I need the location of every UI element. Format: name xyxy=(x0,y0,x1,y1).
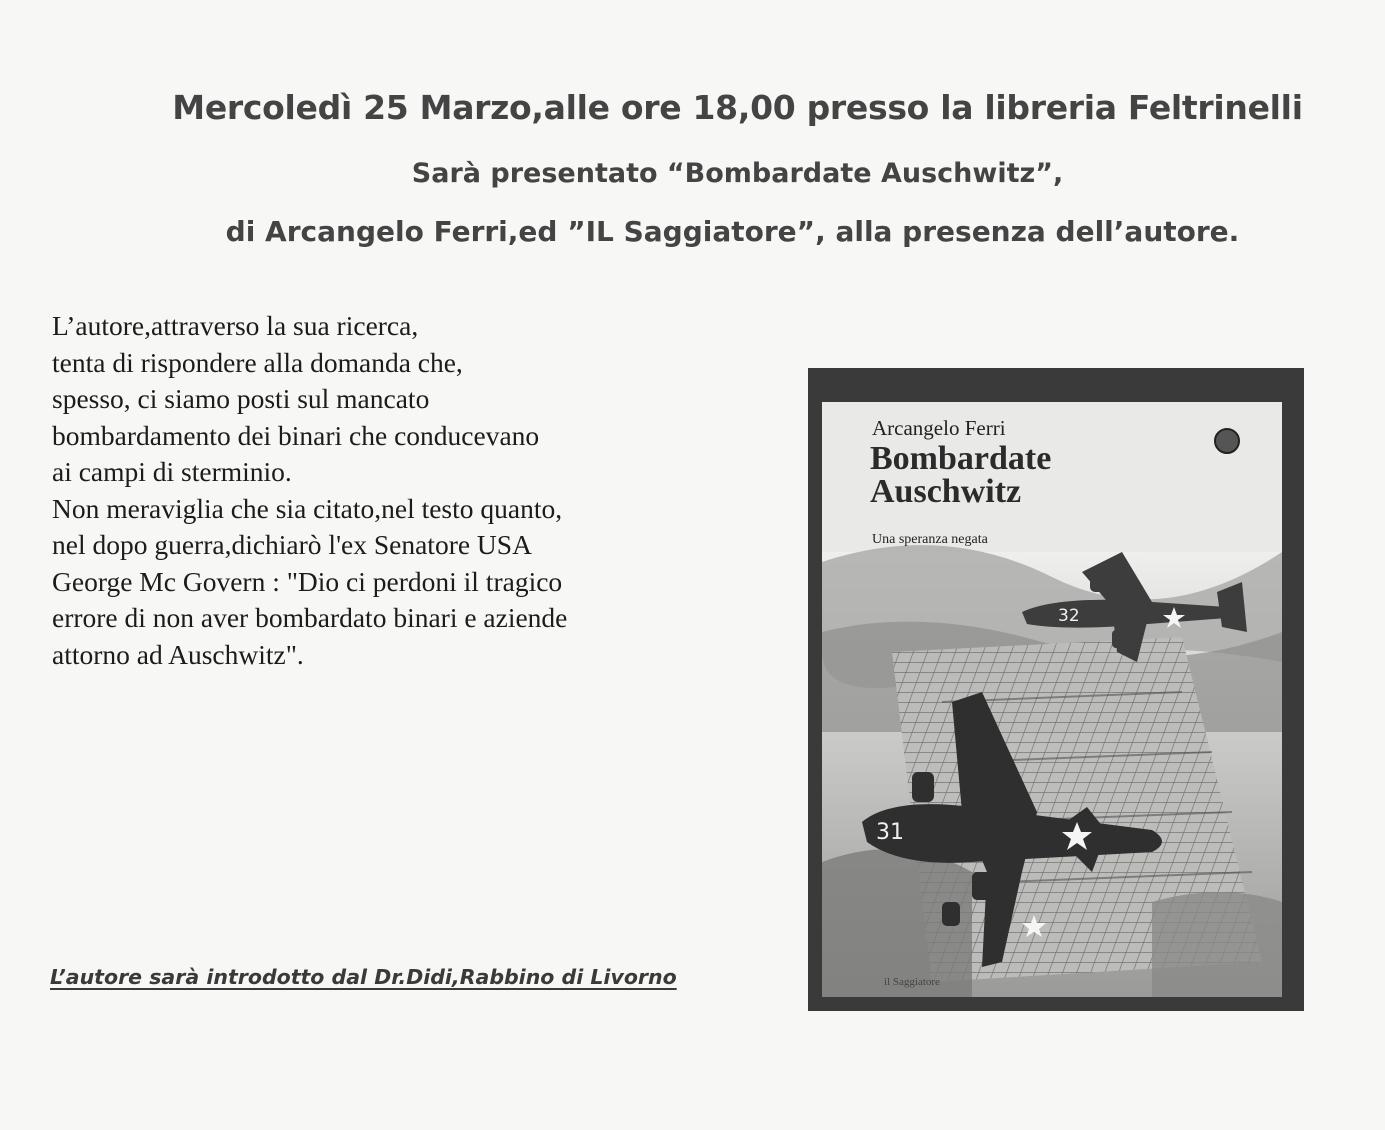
description-line: ai campi di sterminio. xyxy=(52,456,292,487)
headline-date-venue: Mercoledì 25 Marzo,alle ore 18,00 presso la libreria Feltrinelli xyxy=(172,88,1303,127)
headline-book-presentation: Sarà presentato “Bombardate Auschwitz”, xyxy=(411,158,1064,189)
description-line: attorno ad Auschwitz". xyxy=(52,638,304,670)
description-paragraph xyxy=(52,308,567,673)
description-line: L’autore,attraverso la sua ricerca, xyxy=(52,310,419,341)
description-line: bombardamento dei binari che conducevano xyxy=(52,419,540,451)
description-line: spesso, ci siamo posti sul mancato xyxy=(52,383,430,414)
description-line: George Mc Govern : "Dio ci perdoni il tragico xyxy=(52,565,563,597)
cover-title-line: Auschwitz xyxy=(870,473,1022,510)
cover-title xyxy=(870,442,1051,508)
cover-title-line: Bombardate xyxy=(870,440,1052,477)
cover-author: Arcangelo Ferri xyxy=(872,416,1006,440)
description-line: errore di non aver bombardato binari e aziende xyxy=(52,602,568,633)
headline-author-publisher: di Arcangelo Ferri,ed ”IL Saggiatore”, alla presenza dell’autore. xyxy=(225,215,1240,248)
plane-number-32: 32 xyxy=(1058,606,1080,626)
plane-number-31: 31 xyxy=(876,820,904,845)
introduction-note: L’autore sarà introdotto dal Dr.Didi,Rabbino di Livorno xyxy=(50,965,677,989)
publisher-logo-icon xyxy=(1214,428,1240,454)
book-cover-frame xyxy=(808,368,1304,1011)
cover-publisher: il Saggiatore xyxy=(884,976,940,988)
description-line: tenta di rispondere alla domanda che, xyxy=(52,346,463,378)
description-line: nel dopo guerra,dichiarò l'ex Senatore USA xyxy=(52,529,532,560)
cover-subtitle: Una speranza negata xyxy=(872,532,988,547)
book-cover xyxy=(822,402,1282,997)
description-line: Non meraviglia che sia citato,nel testo quanto, xyxy=(52,492,563,524)
